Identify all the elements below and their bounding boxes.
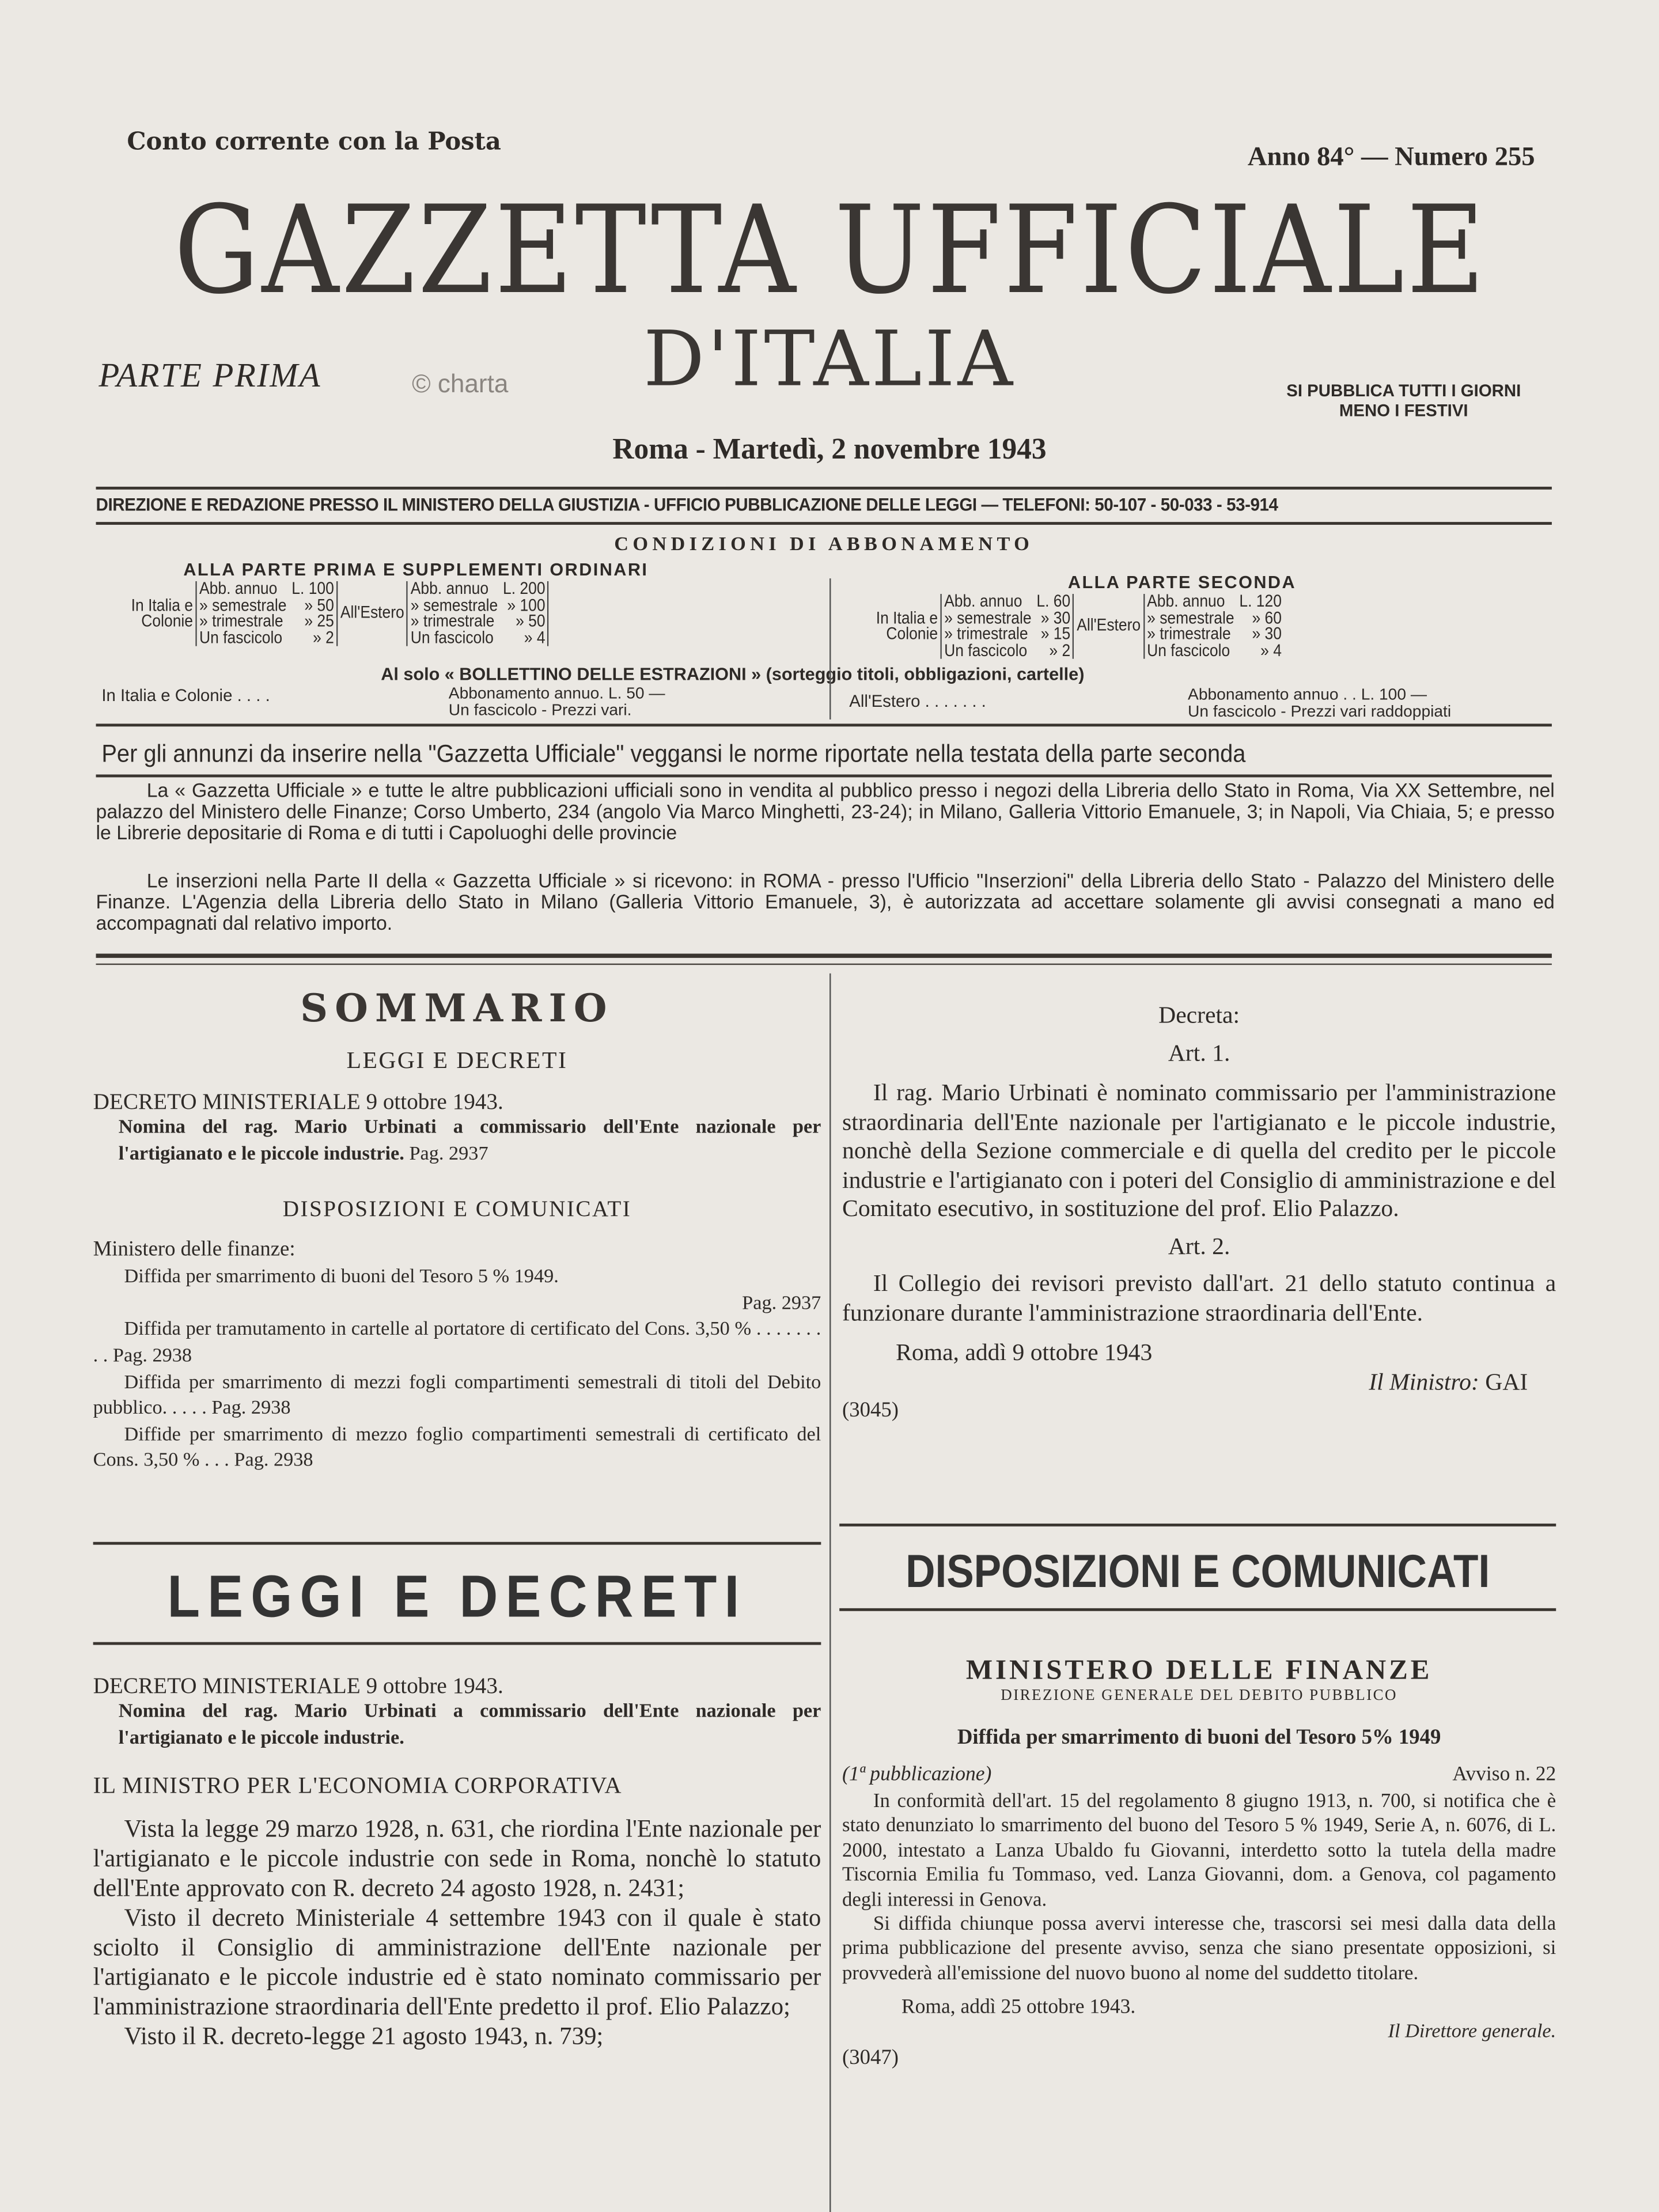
publishing-line: SI PUBBLICA TUTTI I GIORNI bbox=[1286, 381, 1521, 401]
preamble bbox=[93, 1815, 821, 2051]
decree-title: DECRETO MINISTERIALE 9 ottobre 1943. bbox=[93, 1674, 503, 1699]
preamble-paragraph: Visto il R. decreto-legge 21 agosto 1943, n. 739; bbox=[124, 2021, 604, 2050]
summary-item[interactable]: Diffida per tramutamento in cartelle al portatore di certificato del Cons. 3,50 % . . . . . . . . . Pag. 2938 bbox=[93, 1319, 821, 1368]
divider bbox=[96, 964, 1552, 965]
notice-signature: Il Direttore generale. bbox=[1388, 2022, 1556, 2043]
laws-section bbox=[93, 1673, 821, 2052]
divider bbox=[96, 724, 1552, 726]
summary-item[interactable]: Diffide per smarrimento di mezzo foglio compartimenti semestrali di certificato del Cons. 3,50 % . . . Pag. 2938 bbox=[93, 1424, 821, 1472]
part2-rates: In Italia e Colonie Abb. annuo » semestrale » trimestrale Un fascicolo L. 60 » 30 » 15 » 2 All'Estero Abb. annuo » semestrale » trimestrale Un fascicolo L. 120 » 60 » 30 » 4 bbox=[846, 594, 1332, 659]
part-label: PARTE PRIMA bbox=[99, 358, 322, 395]
bollettino-line: Al solo « BOLLETTINO DELLE ESTRAZIONI » (sorteggio titoli, obbligazioni, cartelle) bbox=[381, 664, 1085, 684]
communications-section bbox=[842, 1653, 1556, 2071]
decree-subject: Nomina del rag. Mario Urbinati a commissario dell'Ente nazionale per l'artigianato e le piccole industrie. bbox=[118, 1701, 821, 1749]
article-heading: Art. 2. bbox=[1168, 1232, 1230, 1259]
divider bbox=[96, 775, 1552, 778]
divider bbox=[96, 954, 1552, 958]
divider bbox=[93, 1542, 821, 1545]
signature-name: GAI bbox=[1485, 1368, 1528, 1395]
masthead-title: GAZZETTA UFFICIALE bbox=[174, 180, 1487, 322]
rate-region: All'Estero bbox=[1074, 594, 1145, 659]
publishing-line: MENO I FESTIVI bbox=[1339, 400, 1468, 421]
rate-region: In Italia e Colonie bbox=[846, 594, 941, 659]
part2-title: ALLA PARTE SECONDA bbox=[1067, 573, 1297, 593]
decree-number: (3045) bbox=[842, 1399, 899, 1422]
column-divider bbox=[830, 974, 831, 2212]
laws-heading: LEGGI E DECRETI bbox=[167, 1563, 747, 1630]
bollettino-region: In Italia e Colonie . . . . bbox=[101, 685, 270, 706]
avviso-number: Avviso n. 22 bbox=[1452, 1763, 1556, 1786]
decreta-label: Decreta: bbox=[1158, 1001, 1240, 1029]
bollettino-abroad-rates: Abbonamento annuo . . L. 100 — Un fascicolo - Prezzi vari raddoppiati bbox=[1188, 687, 1452, 721]
bollettino-italy-rates: Abbonamento annuo. L. 50 — Un fascicolo - Prezzi vari. bbox=[448, 685, 665, 719]
signature-label: Il Ministro: bbox=[1369, 1368, 1479, 1395]
sales-paragraph: La « Gazzetta Ufficiale » e tutte le altre pubblicazioni ufficiali sono in vendita al pubblico presso i negozi della Libreria dello Stato in Roma, Via XX Settembre, nel palazzo del Ministero delle Finanze; Corso Umberto, 234 (angolo Via Marco Minghetti, 23-24); in Milano, Galleria Vittorio Emanuele, 3; in Napoli, Via Chiaia, 5; e presso le Librerie depositarie di Roma e di tutti i Capoluoghi delle provincie bbox=[96, 780, 1555, 844]
publication-note: (1ª pubblicazione) bbox=[842, 1763, 992, 1786]
ministry-heading: MINISTERO DELLE FINANZE bbox=[965, 1654, 1433, 1686]
rate-region: All'Estero bbox=[338, 581, 408, 646]
ads-notice: Per gli annunzi da inserire nella "Gazzetta Ufficiale" veggansi le norme riportate nella testata della parte seconda bbox=[101, 739, 1246, 768]
summary-title: SOMMARIO bbox=[300, 987, 614, 1032]
notice-paragraph: Si diffida chiunque possa avervi interesse che, trascorsi sei mesi dalla data della prima pubblicazione del presente avviso, senza che siano presentate opposizioni, si provvederà all'emissione del nuovo buono al nome del suddetto titolare. bbox=[842, 1912, 1556, 1985]
summary-ministry: Ministero delle finanze: bbox=[93, 1238, 296, 1262]
summary-item[interactable]: Diffida per smarrimento di mezzi fogli compartimenti semestrali di titoli del Debito pubblico. . . . . Pag. 2938 bbox=[93, 1372, 821, 1420]
summary-section bbox=[93, 987, 821, 1475]
postal-note: Conto corrente con la Posta bbox=[127, 128, 501, 157]
issue-number: Anno 84° — Numero 255 bbox=[1247, 142, 1535, 172]
summary-item[interactable]: Diffida per smarrimento di buoni del Tesoro 5 % 1949. Pag. 2937 bbox=[124, 1267, 821, 1315]
communications-heading: DISPOSIZIONI E COMUNICATI bbox=[906, 1544, 1490, 1597]
preamble-paragraph: Vista la legge 29 marzo 1928, n. 631, che riordina l'Ente nazionale per l'artigianato e le piccole industrie con sede in Roma, nonchè lo statuto dell'Ente approvato con R. decreto 24 agosto 1928, n. 2431; bbox=[93, 1814, 821, 1902]
direction-heading: DIREZIONE GENERALE DEL DEBITO PUBBLICO bbox=[1001, 1687, 1397, 1705]
summary-disp-heading: DISPOSIZIONI E COMUNICATI bbox=[282, 1198, 632, 1222]
rate-region: In Italia e Colonie bbox=[101, 581, 196, 646]
summary-decree: Nomina del rag. Mario Urbinati a commissario dell'Ente nazionale per l'artigianato e le piccole industrie. Pag. 2937 bbox=[118, 1117, 821, 1165]
notice-paragraph: In conformità dell'art. 15 del regolamento 8 giugno 1913, n. 700, si notifica che è stato denunziato lo smarrimento del buono del Tesoro 5 % 1949, Serie A, n. 6076, di L. 2000, intestato a Lanza Ubaldo fu Giovanni, interdetto sotto la tutela della madre Tiscornia Emilia fu Tommaso, ved. Lanza Giovanni, dom. a Genova, col pagamento degli interessi in Genova. bbox=[842, 1790, 1556, 1911]
divider bbox=[839, 1524, 1556, 1527]
decree-body bbox=[842, 1002, 1556, 1426]
preamble-paragraph: Visto il decreto Ministeriale 4 settembre 1943 con il quale è stato sciolto il Consiglio di amministrazione dell'Ente nazionale per l'artigianato e le piccole industrie ed è stato nominato commissario per l'amministrazione straordinaria dell'Ente predetto il prof. Elio Palazzo; bbox=[93, 1903, 821, 2021]
article-text: Il Collegio dei revisori previsto dall'art. 21 dello statuto continua a funzionare durante l'amministrazione straordinaria dell'Ente. bbox=[842, 1270, 1556, 1325]
decree-date: Roma, addì 9 ottobre 1943 bbox=[896, 1339, 1153, 1366]
summary-items bbox=[93, 1266, 821, 1475]
divider bbox=[96, 522, 1552, 525]
part1-rates: In Italia e Colonie Abb. annuo » semestrale » trimestrale Un fascicolo L. 100 » 50 » 25 » 2 All'Estero Abb. annuo » semestrale » trimestrale Un fascicolo L. 200 » 100 » 50 » 4 bbox=[101, 581, 599, 646]
divider bbox=[839, 1608, 1556, 1611]
subscription-title: CONDIZIONI DI ABBONAMENTO bbox=[614, 535, 1034, 556]
minister-heading: IL MINISTRO PER L'ECONOMIA CORPORATIVA bbox=[93, 1772, 622, 1799]
dateline: Roma - Martedì, 2 novembre 1943 bbox=[612, 431, 1047, 466]
summary-decree-title: DECRETO MINISTERIALE 9 ottobre 1943. bbox=[93, 1090, 503, 1115]
divider bbox=[830, 578, 831, 719]
article-heading: Art. 1. bbox=[1168, 1039, 1230, 1066]
masthead-subtitle: D'ITALIA bbox=[643, 315, 1016, 404]
summary-laws-heading: LEGGI E DECRETI bbox=[346, 1047, 568, 1074]
notice-date: Roma, addì 25 ottobre 1943. bbox=[901, 1996, 1136, 2020]
publishing-note bbox=[1248, 381, 1559, 421]
notice-title: Diffida per smarrimento di buoni del Tesoro 5% 1949 bbox=[957, 1726, 1441, 1749]
insertions-paragraph: Le inserzioni nella Parte II della « Gazzetta Ufficiale » si ricevono: in ROMA - presso l'Ufficio "Inserzioni" della Libreria dello Stato - Palazzo del Ministero delle Finanze. L'Agenzia della Libreria dello Stato in Milano (Galleria Vittorio Emanuele, 3), è autorizzata ad accettare solamente gli avvisi consegnati a mano ed accompagnati dal relativo importo. bbox=[96, 870, 1555, 934]
part1-title: ALLA PARTE PRIMA E SUPPLEMENTI ORDINARI bbox=[183, 560, 649, 580]
bollettino-region: All'Estero . . . . . . . bbox=[849, 691, 986, 711]
divider bbox=[96, 487, 1552, 490]
article-text: Il rag. Mario Urbinati è nominato commissario per l'amministrazione straordinaria dell'Ente nazionale per l'artigianato e le piccole industrie, nonchè della Sezione commerciale e di quella del credito per le piccole industrie e l'artigianato con i poteri del Consiglio di amministrazione e del Comitato esecutivo, in sostituzione del prof. Elio Palazzo. bbox=[842, 1079, 1556, 1222]
divider bbox=[93, 1642, 821, 1645]
notice-number: (3047) bbox=[842, 2047, 899, 2070]
direction-line: DIREZIONE E REDAZIONE PRESSO IL MINISTERO DELLA GIUSTIZIA - UFFICIO PUBBLICAZIONE DELLE LEGGI — TELEFONI: 50-107 - 50-033 - 53-914 bbox=[96, 494, 1278, 515]
watermark: © charta bbox=[412, 369, 509, 398]
